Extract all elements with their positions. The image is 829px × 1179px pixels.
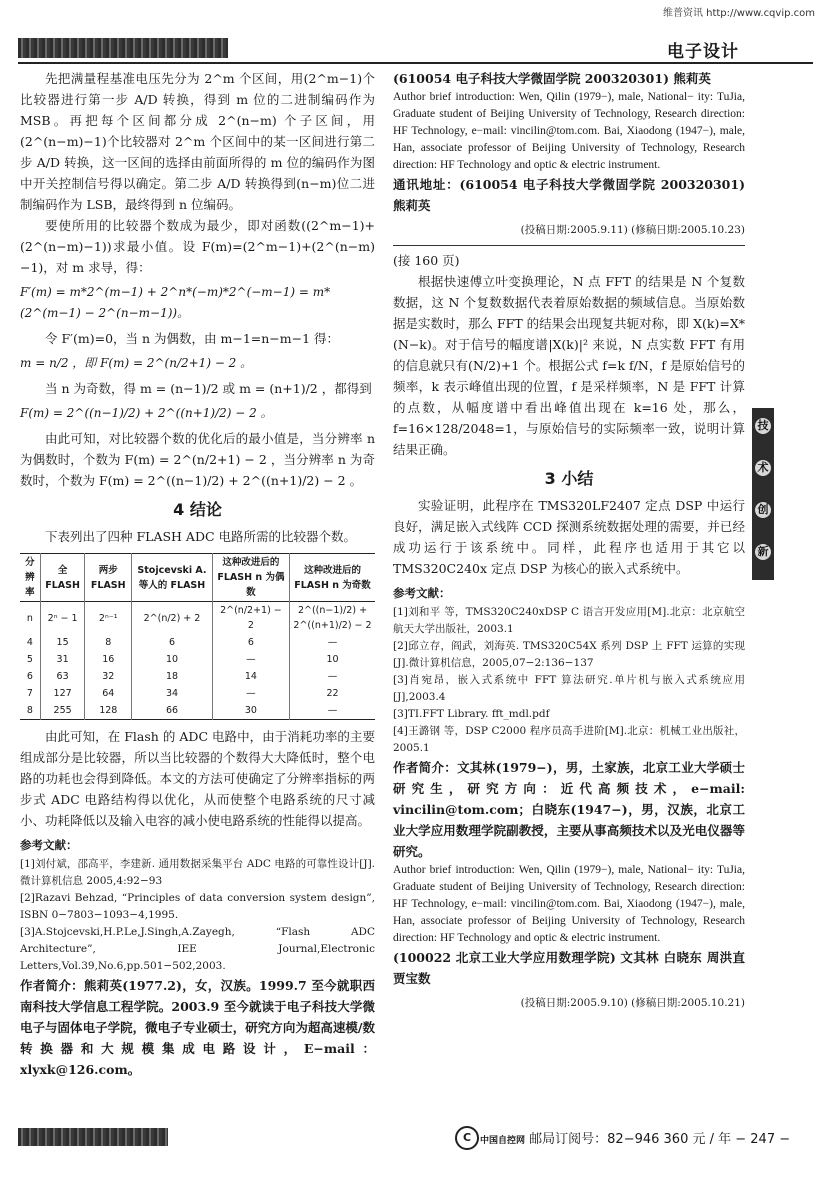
- table-cell: 16: [85, 651, 132, 668]
- table-cell: 32: [85, 668, 132, 685]
- table-cell: 6: [26, 671, 33, 682]
- reference-item: [3]TI.FFT Library. fft_mdl.pdf: [393, 708, 550, 720]
- contact-address: 通讯地址：(610054 电子科技大学微固学院 200320301) 熊莉英: [393, 177, 745, 213]
- paragraph: 下表列出了四种 FLASH ADC 电路所需的比较器个数。: [45, 529, 356, 544]
- table-cell: 8: [85, 634, 132, 651]
- table-cell: 2ⁿ⁻¹: [85, 602, 132, 635]
- table-cell: 18: [132, 668, 213, 685]
- section-heading: 4 结论: [173, 500, 222, 519]
- side-tab: [752, 408, 774, 580]
- table-header: 分辨率: [25, 557, 35, 598]
- equation: F′(m) = m*2^(m−1) + 2^n*(−m)*2^(−m−1) = m*(2^(m−1) − 2^(n−m−1))。: [20, 285, 331, 320]
- paragraph: 先把满量程基准电压先分为 2^m 个区间，用(2^m−1)个比较器进行第一步 A/D 转换，得到 m 位的二进制编码作为 MSB。再把每个区间都分成 2^(n−m) 个子区间，用(2^(n−m)−1)个比较器对 2^m 个区间中的某一区间进行第二步 A/D 转换，这一区间的选择由前面所得的 m 位的编码作为图中开关控制信号得以确定。第二步 A/D 转换得到(n−m)位二进制编码作为 LSB，最终得到 n 位编码。: [20, 71, 375, 212]
- left-column: [20, 68, 375, 1080]
- publisher-brand: 中国自控网: [480, 1136, 526, 1146]
- table-cell: —: [212, 651, 289, 668]
- author-bio: 作者简介：熊莉英(1977.2)，女，汉族。1999.7 至今就职西南科技大学信息工程学院。2003.9 至今就读于电子科技大学微电子与固体电子学院，微电子专业硕士，研究方向为超高速模/数转换器和大规模集成电路设计，E−mail：xlyxk@126.com。: [20, 978, 375, 1077]
- publisher-logo-icon: C: [455, 1126, 479, 1150]
- table-cell: n: [26, 612, 33, 624]
- table-cell: 22: [290, 685, 375, 702]
- table-row: [20, 651, 375, 668]
- side-tab-char: 创: [755, 502, 771, 518]
- continued-from: (接 160 页): [393, 253, 460, 268]
- paragraph: 令 F′(m)=0，当 n 为偶数，由 m−1=n−m−1 得：: [45, 331, 340, 346]
- table-cell: 4: [26, 637, 33, 648]
- section-heading: 3 小结: [544, 469, 594, 488]
- table-row: [20, 602, 375, 635]
- table-cell: 14: [212, 668, 289, 685]
- table-cell: 34: [132, 685, 213, 702]
- table-cell: 2^(n/2) + 2: [132, 602, 213, 635]
- table-cell: 10: [290, 651, 375, 668]
- table-header: 这种改进后的 FLASH n 为偶数: [212, 554, 289, 602]
- reference-item: [2]Razavi Behzad, “Principles of data conversion system design”, ISBN 0−7803−1093−4,1995.: [20, 892, 375, 921]
- table-row: [20, 668, 375, 685]
- paragraph: 由此可知，在 Flash 的 ADC 电路中，由于消耗功率的主要组成部分是比较器，所以当比较器的个数得大大降低时，整个电路的功耗也会得到降低。本文的方法可使确定了分辨率指标的两步式 ADC 电路结构得以优化，从而使整个电路系统的尺寸减小、功耗降低以及输入电容的减小使电路系统的性能得以提高。: [20, 729, 375, 828]
- side-tab-char: 技: [755, 418, 771, 434]
- header-decoration-band: [18, 38, 228, 58]
- right-column: [393, 68, 745, 1018]
- table-cell: 10: [132, 651, 213, 668]
- table-cell: 63: [40, 668, 85, 685]
- subscription-info: 邮局订阅号：82−946 360 元 / 年 − 247 −: [529, 1132, 791, 1147]
- author-affiliation: (610054 电子科技大学微固学院 200320301) 熊莉英: [393, 71, 711, 86]
- reference-item: [4]王潞钢 等，DSP C2000 程序员高手进阶[M].北京：机械工业出版社，2005.1: [393, 725, 745, 754]
- table-cell: 2^((n−1)/2) + 2^((n+1)/2) − 2: [290, 602, 375, 635]
- table-cell: 6: [212, 634, 289, 651]
- footer-info: [480, 1128, 790, 1147]
- footer-decoration-band: [18, 1128, 168, 1146]
- table-cell: —: [290, 668, 375, 685]
- reference-item: [2]邱立存，阎武，刘海英. TMS320C54X 系列 DSP 上 FFT 运算的实现[J].微计算机信息，2005,07−2:136−137: [393, 640, 745, 669]
- table-row: [20, 702, 375, 720]
- table-cell: 2ⁿ − 1: [40, 602, 85, 635]
- submission-dates: (投稿日期:2005.9.11) (修稿日期:2005.10.23): [520, 224, 745, 236]
- side-tab-char: 术: [755, 460, 771, 476]
- table-row: [20, 634, 375, 651]
- table-row: [20, 685, 375, 702]
- table-cell: —: [212, 685, 289, 702]
- paragraph: 要使所用的比较器个数成为最少，即对函数((2^m−1)+(2^(n−m)−1))求最小值。设 F(m)=(2^m−1)+(2^(n−m)−1)，对 m 求导，得：: [20, 218, 375, 275]
- divider: [393, 245, 745, 246]
- table-header: 这种改进后的 FLASH n 为奇数: [290, 554, 375, 602]
- page-section-title: 电子设计: [667, 42, 739, 62]
- watermark: 维普资讯 http://www.cqvip.com: [662, 8, 815, 19]
- table-cell: 8: [26, 705, 33, 716]
- references-heading: 参考文献：: [393, 586, 451, 600]
- table-cell: —: [290, 634, 375, 651]
- table-cell: 30: [212, 702, 289, 720]
- reference-item: [1]刘和平 等，TMS320C240xDSP C 语言开发应用[M].北京：北京航空航天大学出版社，2003.1: [393, 606, 745, 635]
- table-cell: 64: [85, 685, 132, 702]
- author-bio: 作者简介：文其林(1979−)，男，土家族，北京工业大学硕士研究生，研究方向：近代高频技术，e−mail: vincilin@tom.com；白晓东(1947−)，男，汉族，北京工业大学应用数理学院副教授，主要从事高频技术以及光电仪器等研究。: [393, 760, 745, 859]
- paragraph: 由此可知，对比较器个数的优化后的最小值是，当分辨率 n 为偶数时，个数为 F(m) = 2^(n/2+1) − 2 ，当分辨率 n 为奇数时，个数为 F(m) = 2^((n−1)/2) + 2^((n+1)/2) − 2 。: [20, 431, 375, 488]
- table-header: 全 FLASH: [40, 554, 85, 602]
- table-cell: 66: [132, 702, 213, 720]
- paragraph: 根据快速傅立叶变换理论，N 点 FFT 的结果是 N 个复数数据，这 N 个复数数据代表着原始数据的频域信息。当原始数据是实数时，那么 FFT 的结果会出现复共轭对称，即 X(k)=X*(N−k)。对于信号的幅度谱|X(k)|² 来说，N 点实数 FFT 有用的信息就只有(N/2)+1 个。根据公式 f=k f/N，f 是原始信号的频率，k 表示峰值出现的位置，f 是采样频率，N 是 FFT 计算的点数，从幅度谱中看出峰值出现在 k=16 处，那么，f=16×128/2048=1，与原始信号的实际频率一致，说明计算结果正确。: [393, 274, 745, 457]
- side-tab-char: 新: [755, 544, 771, 560]
- table-cell: 127: [40, 685, 85, 702]
- table-cell: 7: [26, 688, 33, 699]
- reference-item: [3]肖宛昂，嵌入式系统中 FFT 算法研究.单片机与嵌入式系统应用[J],2003.4: [393, 674, 745, 703]
- table-cell: 255: [40, 702, 85, 720]
- submission-dates: (投稿日期:2005.9.10) (修稿日期:2005.10.21): [520, 997, 745, 1009]
- paragraph: 当 n 为奇数，得 m = (n−1)/2 或 m = (n+1)/2 ，都得到: [45, 381, 372, 396]
- table-cell: —: [290, 702, 375, 720]
- reference-item: [3]A.Stojcevski,H.P.Le,J.Singh,A.Zayegh, “Flash ADC Architecture”, IEE Journal,Electronic Letters,Vol.39,No.6,pp.501−502,2003.: [20, 926, 375, 972]
- comparator-count-table: [20, 553, 375, 720]
- author-brief-english: Author brief introduction: Wen, Qilin (1979−), male, National− ity: TuJia, Graduate student of Beijing University of Technology, Research direction: HF Technology, e−mail: vincilin@tom.com. Bai, Xiaodong (1947−), male, Han, associate professor of Beijing University of Technology, Research direction: HF Technology and optic & electric instrument.: [393, 864, 745, 944]
- table-header: Stojcevski A. 等人的 FLASH: [132, 554, 213, 602]
- table-header: 两步 FLASH: [85, 554, 132, 602]
- author-affiliation: (100022 北京工业大学应用数理学院) 文其林 白晓东 周洪直 贾宝数: [393, 950, 745, 986]
- table-cell: 128: [85, 702, 132, 720]
- equation: m = n/2 ，即 F(m) = 2^(n/2+1) − 2 。: [20, 356, 253, 370]
- table-cell: 15: [40, 634, 85, 651]
- table-cell: 31: [40, 651, 85, 668]
- header-divider: [18, 62, 813, 64]
- references-heading: 参考文献：: [20, 838, 78, 852]
- reference-item: [1]刘付斌，邵高平，李建新. 通用数据采集平台 ADC 电路的可靠性设计[J].微计算机信息 2005,4:92−93: [20, 858, 375, 887]
- table-cell: 6: [132, 634, 213, 651]
- table-cell: 5: [26, 654, 33, 665]
- equation: F(m) = 2^((n−1)/2) + 2^((n+1)/2) − 2 。: [20, 406, 273, 420]
- table-cell: 2^(n/2+1) − 2: [212, 602, 289, 635]
- paragraph: 实验证明，此程序在 TMS320LF2407 定点 DSP 中运行良好，满足嵌入式线阵 CCD 探测系统数据处理的需要，并已经成功运行于该系统中。同样，此程序也适用于其它以 TMS320C240x 定点 DSP 为核心的嵌入式系统中。: [393, 498, 745, 576]
- author-brief-english: Author brief introduction: Wen, Qilin (1979−), male, National− ity: TuJia, Graduate student of Beijing University of Technology, Research direction: HF Technology, e−mail: vincilin@tom.com. Bai, Xiaodong (1947−), male, Han, associate professor of Beijing University of Technology, Research direction: HF Technology and optic & electric instrument.: [393, 91, 745, 171]
